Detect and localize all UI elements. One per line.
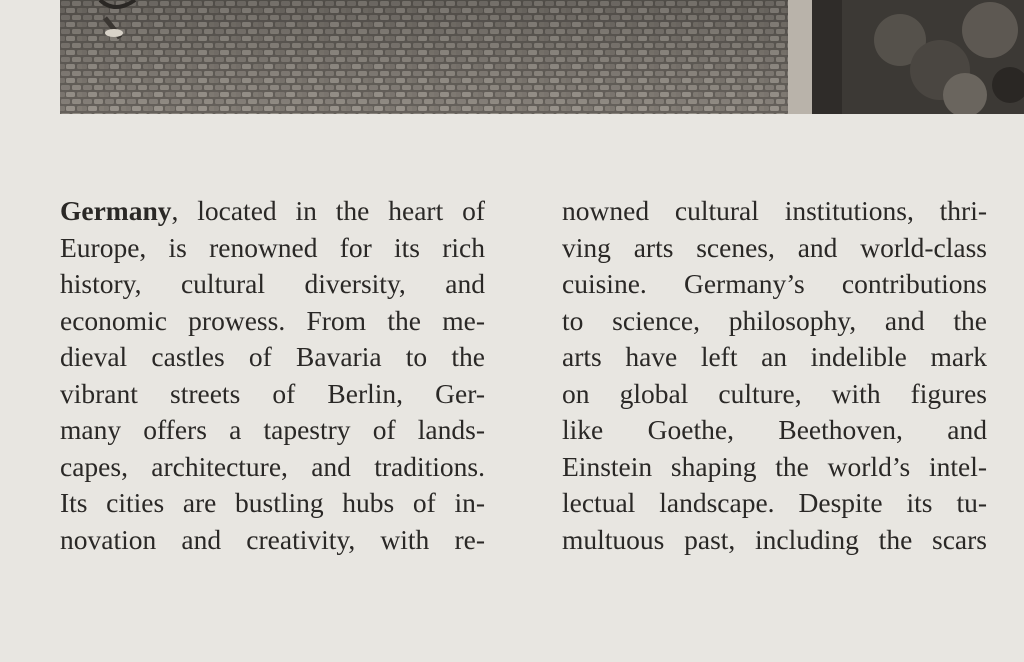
article-line: novation and creativity, with re-	[60, 523, 485, 555]
header-photo-cobblestone-street	[60, 0, 1024, 114]
article-line: like Goethe, Beethoven, and	[562, 414, 987, 445]
article-line: Its cities are bustling hubs of in-	[60, 487, 485, 518]
article-line: on global culture, with figures	[562, 377, 987, 409]
article-line: Germany, located in the heart of	[60, 195, 485, 226]
cobblestone-street-image	[60, 0, 1024, 114]
article-line: Einstein shaping the world’s intel-	[562, 450, 987, 482]
article-line: economic prowess. From the me-	[60, 304, 485, 336]
article-line: Europe, is renowned for its rich	[60, 231, 485, 263]
article-line: lectual landscape. Despite its tu-	[562, 487, 987, 518]
article-line: ving arts scenes, and world-class	[562, 231, 987, 263]
article-line: many offers a tapestry of lands-	[60, 414, 485, 445]
article-line: to science, philosophy, and the	[562, 304, 987, 336]
article-line: nowned cultural institutions, thri-	[562, 195, 987, 226]
article-line: cuisine. Germany’s contributions	[562, 268, 987, 299]
article-line: multuous past, including the scars	[562, 523, 987, 555]
article-line: capes, architecture, and traditions.	[60, 450, 485, 482]
lead-country-name: Germany	[60, 195, 172, 226]
article-line: arts have left an indelible mark	[562, 341, 987, 372]
article-line: dieval castles of Bavaria to the	[60, 341, 485, 372]
article-line: vibrant streets of Berlin, Ger-	[60, 377, 485, 409]
article-line: history, cultural diversity, and	[60, 268, 485, 299]
article-column-left	[60, 193, 485, 558]
article-column-right	[562, 193, 987, 558]
